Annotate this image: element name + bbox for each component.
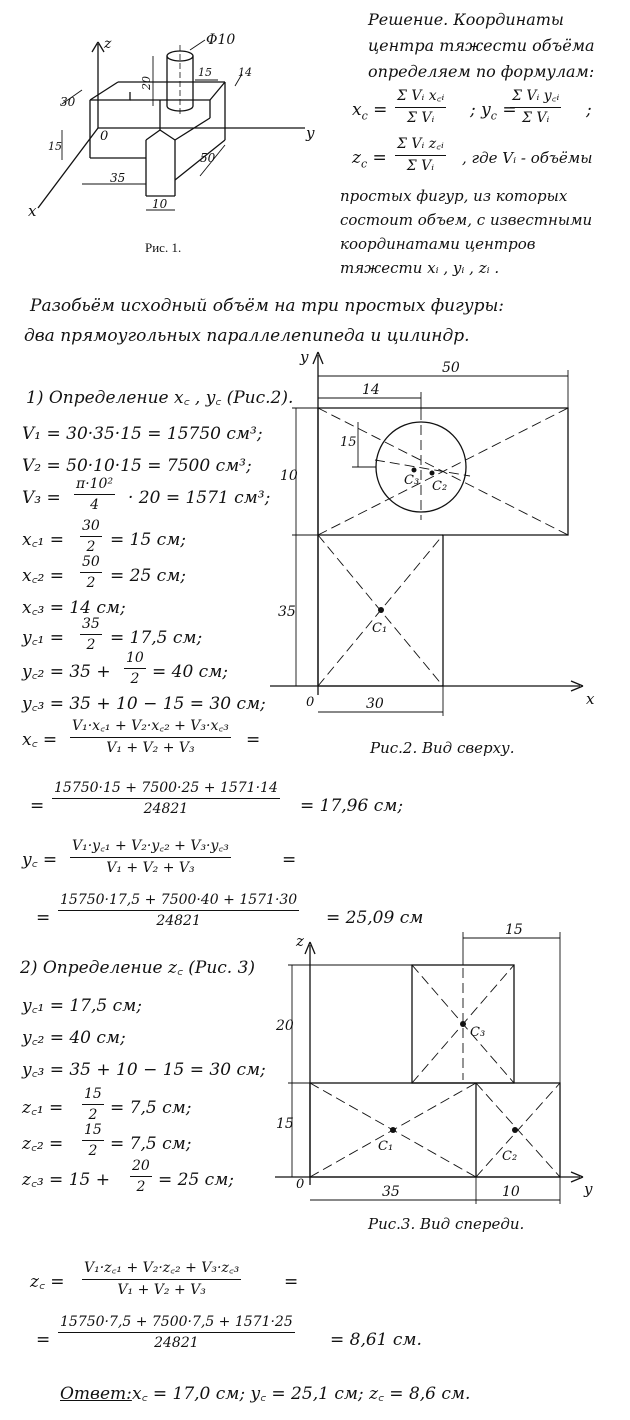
fig2-c2-label: C₂: [432, 479, 448, 494]
part1-yc-calc-fraction: $\frac{15750\cdot 17,5 + 7500\cdot 40 + 1571\cdot 30}{24821}$: [60, 892, 298, 929]
formula-zc-den: Σ Vᵢ: [395, 155, 446, 174]
fig1-w50-label: 50: [200, 151, 216, 165]
formula-where-text: , где Vᵢ - объёмы: [462, 149, 593, 167]
part1-xc2-fraction: $\frac{50}{2}$: [82, 554, 100, 591]
part2-zc2-rhs: = 7,5 см;: [110, 1134, 192, 1154]
part2-zc-fraction: $\frac{\text{V₁·z꜀₁ + V₂·z꜀₂ + V₃·z꜀₃}}{\text{V₁ + V₂ + V₃}}$: [84, 1260, 240, 1298]
fig1-w30-label: 30: [60, 95, 76, 109]
fig2-d30-label: 30: [366, 696, 384, 712]
fig3-d20-label: 20: [276, 1018, 294, 1034]
part1-xc-calc-fraction: $\frac{15750\cdot 15 + 7500\cdot 25 + 1571\cdot 14}{24821}$: [54, 780, 278, 817]
part2-yc2: y꜀₂ = 40 см;: [22, 1028, 126, 1048]
part1-xc-calc-pre: =: [30, 796, 45, 816]
fig1-w10-label: 10: [152, 197, 168, 211]
part1-v3-lhs: V₃ =: [22, 488, 61, 508]
part1-yc1-lhs: y꜀₁ =: [22, 628, 64, 648]
answer-label: Ответ:: [60, 1384, 132, 1404]
formula-yc-den: Σ Vᵢ: [510, 107, 561, 126]
part1-yc-eq: =: [282, 850, 297, 870]
fig3-c3-label: C₃: [470, 1025, 486, 1040]
fig2-origin-label: 0: [306, 695, 315, 710]
figure-3-caption: Рис.3. Вид спереди.: [368, 1215, 525, 1233]
part1-xc1-lhs: x꜀₁ =: [22, 530, 64, 550]
part1-xc-eq: =: [246, 730, 261, 750]
formula-yc-lhs: ; $y_c$ =: [470, 100, 517, 123]
fig2-c3-label: C₃: [404, 473, 420, 488]
fig1-w15left-label: 15: [48, 140, 62, 153]
part2-zc3-fraction: $\frac{20}{2}$: [132, 1158, 150, 1195]
fig1-z-label: z: [104, 36, 112, 52]
part1-xc1-fraction: $\frac{30}{2}$: [82, 518, 100, 555]
fig1-h15-label: 15: [198, 66, 212, 79]
part1-v3-rhs: · 20 = 1571 см³;: [128, 488, 271, 508]
solution-line-3: определяем по формулам:: [368, 62, 595, 81]
part2-zc-calc-pre: =: [36, 1330, 51, 1350]
fig2-y-label: y: [300, 348, 309, 366]
fig2-d35-label: 35: [278, 604, 296, 620]
part2-heading: 2) Определение z꜀ (Рис. 3): [20, 958, 256, 978]
part1-xc2-rhs: = 25 см;: [110, 566, 187, 586]
part1-yc2-fraction: $\frac{10}{2}$: [126, 650, 144, 687]
fig3-d10-label: 10: [502, 1184, 520, 1200]
part1-v3-fraction: $\frac{\text{π·10²}}{4}$: [76, 476, 114, 513]
part1-xc1-rhs: = 15 см;: [110, 530, 187, 550]
fig2-d10-label: 10: [280, 468, 298, 484]
solution-line-4: простых фигур, из которых: [340, 187, 568, 205]
part2-yc3: y꜀₃ = 35 + 10 − 15 = 30 см;: [22, 1060, 266, 1080]
part1-yc2-rhs: = 40 см;: [152, 662, 229, 682]
part2-zc1-lhs: z꜀₁ =: [22, 1098, 64, 1118]
intro-line-2: два прямоугольных параллелепипеда и цилиндр.: [24, 326, 470, 346]
part1-v2: V₂ = 50·10·15 = 7500 см³;: [22, 456, 252, 476]
fig2-d15-label: 15: [340, 435, 357, 450]
part2-zc3-rhs: = 25 см;: [158, 1170, 235, 1190]
fig3-d15top-label: 15: [505, 922, 523, 938]
part1-xc2-lhs: x꜀₂ =: [22, 566, 64, 586]
formula-zc-num: Σ Vᵢ z꜀ᵢ: [397, 136, 444, 152]
part1-yc-fraction: $\frac{\text{V₁·y꜀₁ + V₂·y꜀₂ + V₃·y꜀₃}}{\text{V₁ + V₂ + V₃}}$: [72, 838, 229, 876]
fig1-y-label: y: [306, 124, 315, 142]
part2-zc2-fraction: $\frac{15}{2}$: [84, 1122, 102, 1159]
formula-xc-den: Σ Vᵢ: [395, 107, 446, 126]
part1-yc-result: = 25,09 см: [326, 908, 424, 928]
fig3-origin-label: 0: [296, 1177, 305, 1192]
part1-yc-calc-pre: =: [36, 908, 51, 928]
fig1-x-label: x: [28, 202, 37, 220]
fig2-d50-label: 50: [442, 360, 460, 376]
part2-zc1-fraction: $\frac{15}{2}$: [84, 1086, 102, 1123]
formula-zc-lhs: $z_c$ =: [352, 148, 387, 171]
solution-line-6: координатами центров: [340, 235, 536, 253]
fig3-z-label: z: [296, 932, 304, 950]
part1-v1: V₁ = 30·35·15 = 15750 см³;: [22, 424, 263, 444]
fig3-d35-label: 35: [382, 1184, 400, 1200]
intro-line-1: Разобьём исходный объём на три простых фигуры:: [30, 296, 505, 316]
formula-yc-num: Σ Vᵢ y꜀ᵢ: [512, 88, 560, 104]
fig1-w14-label: 14: [238, 66, 252, 79]
formula-xc-lhs: $x_c$ =: [352, 100, 388, 123]
part2-zc3-lhs: z꜀₃ = 15 +: [22, 1170, 110, 1190]
fig1-w35-label: 35: [110, 171, 126, 185]
fig2-c1-label: C₁: [372, 621, 388, 636]
fig1-origin-label: 0: [100, 129, 109, 144]
part2-zc-lhs: z꜀ =: [30, 1272, 65, 1292]
fig3-c2-label: C₂: [502, 1149, 518, 1164]
part2-zc1-rhs: = 7,5 см;: [110, 1098, 192, 1118]
fig3-d15-label: 15: [276, 1116, 294, 1132]
part1-yc3: y꜀₃ = 35 + 10 − 15 = 30 см;: [22, 694, 266, 714]
solution-line-5: состоит объем, с известными: [340, 211, 593, 229]
figure-1-caption: Рис. 1.: [145, 240, 182, 255]
fig2-x-label: x: [586, 690, 595, 708]
formula-xc-num: Σ Vᵢ x꜀ᵢ: [397, 88, 445, 104]
part1-xc-result: = 17,96 см;: [300, 796, 404, 816]
part1-yc2-lhs: y꜀₂ = 35 +: [22, 662, 111, 682]
figure-2-caption: Рис.2. Вид сверху.: [370, 739, 515, 757]
part2-zc-result: = 8,61 см.: [330, 1330, 422, 1350]
part1-heading: 1) Определение x꜀ , y꜀ (Рис.2).: [26, 388, 294, 408]
solution-line-7: тяжести xᵢ , yᵢ , zᵢ .: [340, 259, 500, 277]
part1-yc1-fraction: $\frac{35}{2}$: [82, 616, 100, 653]
part2-zc-eq: =: [284, 1272, 299, 1292]
fig1-d10-label: Φ10: [206, 32, 236, 48]
part1-xc-lhs: x꜀ =: [22, 730, 58, 750]
solution-line-1: Решение. Координаты: [368, 10, 564, 29]
solution-line-2: центра тяжести объёма: [368, 36, 595, 55]
part2-yc1: y꜀₁ = 17,5 см;: [22, 996, 142, 1016]
part2-zc-calc-fraction: $\frac{15750\cdot 7,5 + 7500\cdot 7,5 + 1571\cdot 25}{24821}$: [60, 1314, 293, 1351]
answer-text: x꜀ = 17,0 см; y꜀ = 25,1 см; z꜀ = 8,6 см.: [132, 1384, 471, 1404]
fig1-h20-label: 20: [140, 76, 153, 90]
fig3-c1-label: C₁: [378, 1139, 394, 1154]
fig3-y-label: y: [584, 1180, 593, 1198]
part1-xc3: x꜀₃ = 14 см;: [22, 598, 126, 618]
part1-xc-fraction: $\frac{\text{V₁·x꜀₁ + V₂·x꜀₂ + V₃·x꜀₃}}{\text{V₁ + V₂ + V₃}}$: [72, 718, 229, 756]
part1-yc1-rhs: = 17,5 см;: [110, 628, 203, 648]
fig2-d14-label: 14: [362, 382, 380, 398]
part1-yc-lhs: y꜀ =: [22, 850, 58, 870]
part2-zc2-lhs: z꜀₂ =: [22, 1134, 64, 1154]
